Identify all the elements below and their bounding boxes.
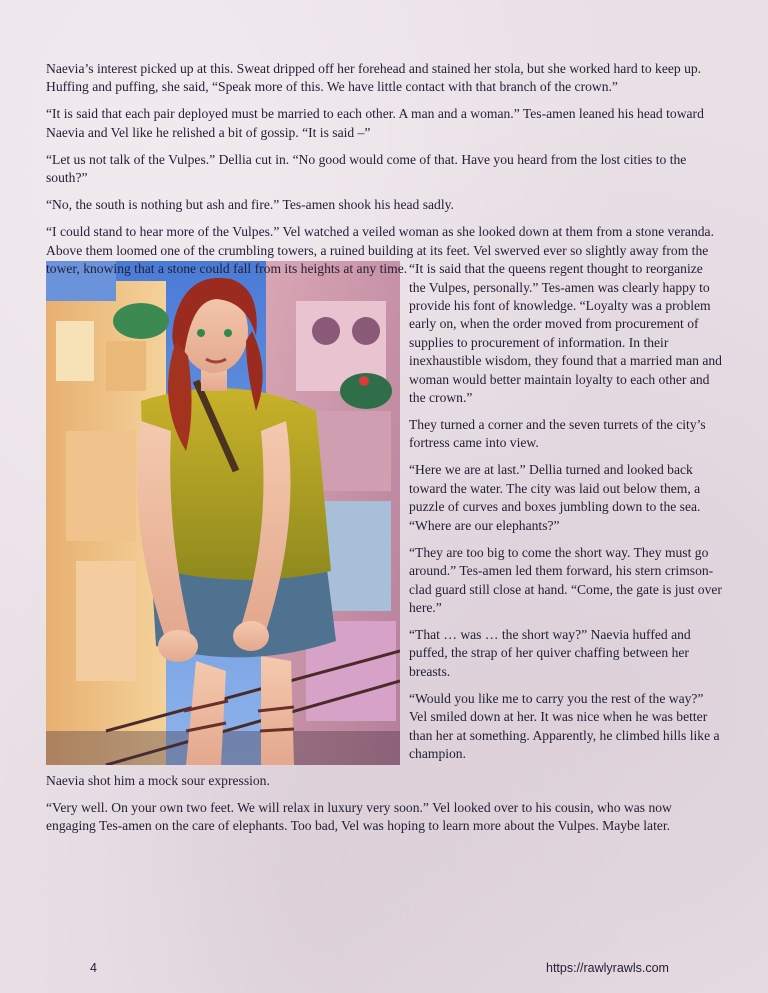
paragraph-1: Naevia’s interest picked up at this. Sweat dripped off her forehead and stained her stola, but she worked hard to keep up. Huffing and puffing, she said, “Speak more of this. We have little contact with that branch of the crown.” bbox=[46, 61, 702, 95]
footer-url[interactable]: https://rawlyrawls.com bbox=[546, 961, 669, 975]
paragraph-2: “It is said that each pair deployed must be married to each other. A man and a woman.” Tes-amen leaned his head toward Naevia and Vel like he relished a bit of gossip. “It is said –” bbox=[46, 106, 704, 140]
paragraph-11: “Would you like me to carry you the rest of the way?” Vel smiled down at her. It was nice when he was better than her at something. Apparently, he climbed hills like a champion. bbox=[409, 690, 720, 761]
page-number: 4 bbox=[90, 961, 97, 975]
paragraph-9: “They are too big to come the short way. They must go around.” Tes-amen led them forward, his stern crimson-clad guard still close at hand. “Come, the gate is just over here.” bbox=[409, 544, 722, 615]
paragraph-6: “It is said that the queens regent thought to reorganize the Vulpes, personally.” Tes-amen was clearly happy to provide his font of knowledge. “Loyalty was a problem early on, when the order moved from procurement of supplies to procurement of information. In their inexhaustible wisdom, they found that a married man and woman would better maintain loyalty to each other and the crown.” bbox=[409, 261, 722, 406]
paragraph-3: “Let us not talk of the Vulpes.” Dellia cut in. “No good would come of that. Have you heard from the lost cities to the south?” bbox=[46, 151, 687, 186]
paragraph-8: “Here we are at last.” Dellia turned and looked back toward the water. The city was laid out below them, a puzzle of curves and boxes jumbling down to the sea. “Where are our elephants?” bbox=[409, 462, 701, 533]
paragraph-4: “No, the south is nothing but ash and fire.” Tes-amen shook his head sadly. bbox=[46, 197, 454, 213]
paragraph-12: Naevia shot him a mock sour expression. bbox=[46, 772, 270, 788]
illustration bbox=[46, 261, 400, 765]
page-body bbox=[46, 60, 722, 844]
paragraph-5: “I could stand to hear more of the Vulpes.” Vel watched a veiled woman as she looked down at them from a stone veranda. Above them loomed one of the crumbling towers, a ruined building at its feet. Vel swerved ever so slightly away from the tower, knowing that a stone could fall from its heights at any time. bbox=[46, 224, 714, 277]
illustration-artwork bbox=[46, 261, 400, 765]
paragraph-10: “That … was … the short way?” Naevia huffed and puffed, the strap of her quiver chaffing between her breasts. bbox=[409, 626, 691, 679]
paragraph-7: They turned a corner and the seven turrets of the city’s fortress came into view. bbox=[409, 417, 706, 451]
paragraph-13: “Very well. On your own two feet. We will relax in luxury very soon.” Vel looked over to his cousin, who was now engaging Tes-amen on the care of elephants. Too bad, Vel was hoping to learn more about the Vulpes. Maybe later. bbox=[46, 799, 672, 834]
